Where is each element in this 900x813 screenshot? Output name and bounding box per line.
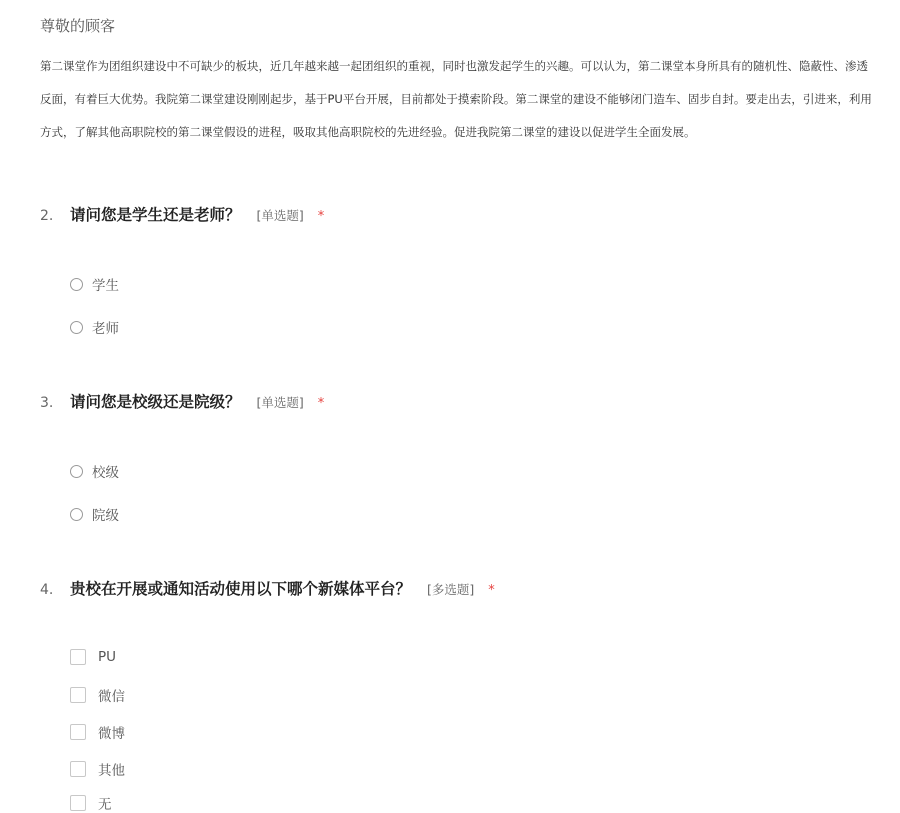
option-label: 学生	[92, 278, 119, 294]
question-number: 4.	[40, 582, 54, 598]
option-label: 微信	[98, 689, 125, 705]
option-label: 其他	[98, 763, 125, 779]
intro-paragraph-line: 方式，了解其他高职院校的第二课堂假设的进程，吸取其他高职院校的先进经验。促进我院第二课堂的建设以促进学生全面发展。	[40, 125, 696, 139]
question-text: 请问您是学生还是老师？	[70, 206, 241, 224]
checkbox-option-wechat[interactable]	[70, 685, 125, 705]
checkbox[interactable]	[70, 687, 86, 703]
question-type-badge: [单选题]	[256, 208, 304, 223]
option-label: 老师	[92, 321, 119, 337]
checkbox[interactable]	[70, 761, 86, 777]
required-marker: *	[317, 209, 325, 224]
required-marker: *	[317, 396, 325, 411]
radio-button[interactable]	[70, 465, 83, 478]
checkbox[interactable]	[70, 649, 86, 665]
checkbox-option-pu[interactable]	[70, 649, 116, 665]
question-type-badge: [单选题]	[256, 395, 304, 410]
option-label: 校级	[92, 465, 119, 481]
greeting-heading: 尊敬的顾客	[40, 17, 116, 35]
question-title	[40, 577, 495, 599]
radio-button[interactable]	[70, 508, 83, 521]
checkbox-option-other[interactable]	[70, 759, 125, 779]
option-label: 无	[98, 797, 112, 813]
question-text: 贵校在开展或通知活动使用以下哪个新媒体平台？	[70, 580, 412, 598]
checkbox[interactable]	[70, 795, 86, 811]
radio-button[interactable]	[70, 321, 83, 334]
option-label: 微博	[98, 726, 125, 742]
radio-option-student[interactable]	[70, 274, 119, 294]
radio-option-teacher[interactable]	[70, 317, 119, 337]
intro-paragraph-line: 反面，有着巨大优势。我院第二课堂建设刚刚起步，基于PU平台开展，目前都处于摸索阶段。第二课堂的建设不能够闭门造车、固步自封。要走出去，引进来，利用	[40, 92, 872, 106]
radio-button[interactable]	[70, 278, 83, 291]
question-title	[40, 203, 324, 225]
checkbox[interactable]	[70, 724, 86, 740]
checkbox-option-weibo[interactable]	[70, 722, 125, 742]
required-marker: *	[488, 583, 495, 598]
radio-option-school-level[interactable]	[70, 461, 119, 481]
radio-option-college-level[interactable]	[70, 504, 119, 524]
question-text: 请问您是校级还是院级？	[70, 393, 241, 411]
question-title	[40, 390, 324, 412]
question-number: 3.	[40, 395, 54, 411]
intro-paragraph-line: 第二课堂作为团组织建设中不可缺少的板块，近几年越来越一起团组织的重视，同时也激发起学生的兴趣。可以认为，第二课堂本身所具有的随机性、隐蔽性、渗透	[40, 59, 868, 73]
question-number: 2.	[40, 208, 54, 224]
option-label: PU	[98, 649, 117, 665]
checkbox-option-none[interactable]	[70, 793, 112, 813]
question-type-badge: [多选题]	[427, 582, 475, 597]
option-label: 院级	[92, 508, 119, 524]
